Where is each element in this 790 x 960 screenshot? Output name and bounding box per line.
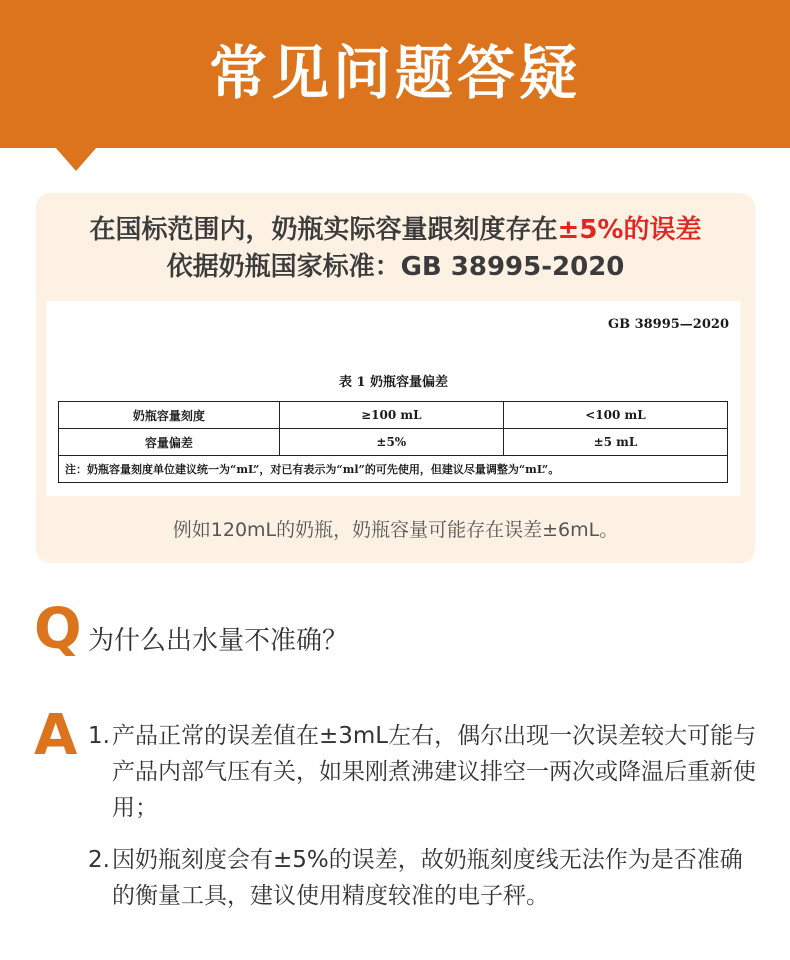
answer-number: 2. (88, 847, 110, 873)
answer-label: A (34, 703, 78, 768)
table-note-row (59, 456, 728, 483)
example-caption: 例如120mL的奶瓶，奶瓶容量可能存在误差±6mL。 (172, 519, 619, 541)
table-cell: ±5 mL (503, 429, 727, 456)
table-cell: ≥100 mL (279, 402, 503, 429)
standard-code: GB 38995—2020 (607, 317, 729, 332)
table-cell: 奶瓶容量刻度 (59, 402, 280, 429)
table-title: 表 1 奶瓶容量偏差 (338, 375, 449, 390)
tolerance-highlight: ±5%的误差 (557, 215, 702, 245)
capacity-deviation-table (58, 401, 728, 483)
table-note: 注：奶瓶容量刻度单位建议统一为“mL”，对已有表示为“ml”的可先使用，但建议尽量调整为“mL”。 (59, 456, 728, 483)
tolerance-statement (36, 213, 755, 247)
standard-reference: 依据奶瓶国家标准：GB 38995-2020 (166, 252, 625, 282)
question-label: Q (34, 597, 82, 662)
table-row (59, 429, 728, 456)
answer-number: 1. (88, 723, 110, 749)
page-title: 常见问题答疑 (208, 39, 581, 107)
standard-panel (36, 193, 755, 563)
answer-text: 产品正常的误差值在±3mL左右，偶尔出现一次误差较大可能与产品内部气压有关，如果刚煮沸建议排空一两次或降温后重新使用； (112, 723, 757, 821)
question-text: 为什么出水量不准确？ (88, 626, 349, 656)
standard-excerpt (46, 301, 741, 496)
header-banner (0, 0, 790, 148)
answer-item (88, 718, 758, 826)
table-cell: ±5% (279, 429, 503, 456)
table-cell: 容量偏差 (59, 429, 280, 456)
tolerance-text: 在国标范围内，奶瓶实际容量跟刻度存在 (89, 215, 558, 245)
header-notch (55, 147, 97, 171)
table-cell: <100 mL (503, 402, 727, 429)
answer-text: 因奶瓶刻度会有±5%的误差，故奶瓶刻度线无法作为是否准确的衡量工具，建议使用精度较准的电子秤。 (112, 847, 743, 909)
answer-item (88, 842, 758, 914)
table-row (59, 402, 728, 429)
